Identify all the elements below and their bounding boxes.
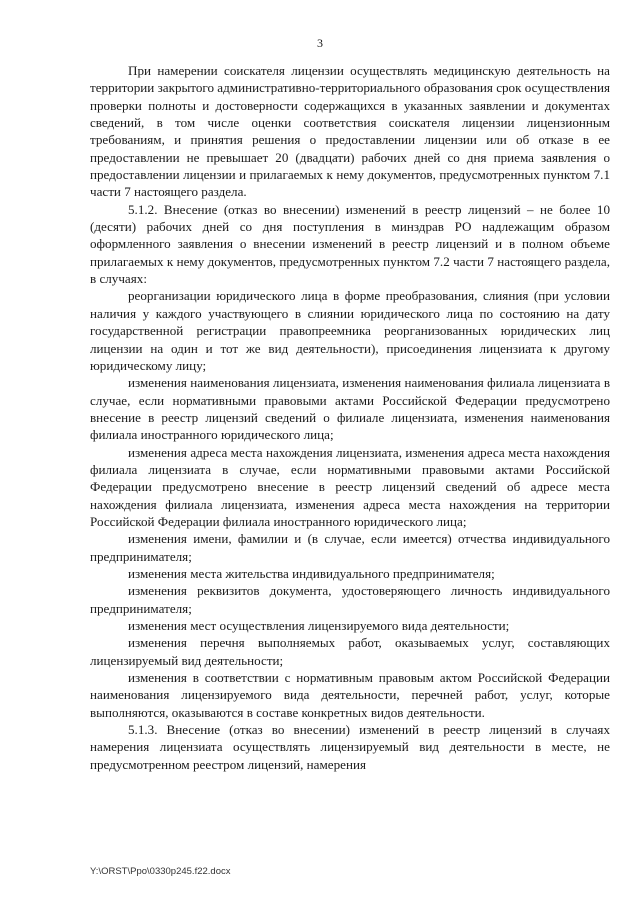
page-number: 3	[317, 36, 323, 50]
paragraph: изменения перечня выполняемых работ, оказываемых услуг, составляющих лицензируемый вид деятельности;	[90, 635, 610, 668]
paragraph: изменения реквизитов документа, удостоверяющего личность индивидуального предпринимателя;	[90, 583, 610, 616]
paragraph: При намерении соискателя лицензии осуществлять медицинскую деятельность на территории закрытого административно-территориального образования срок осуществления проверки полноты и достоверности содержащихся в указанных заявлении и документах сведений, в том числе оценки соответствия соискателя лицензии лицензионным требованиям, и принятия решения о предоставлении лицензии или об отказе в ее предоставлении не превышает 20 (двадцати) рабочих дней со дня приема заявления о предоставлении лицензии и прилагаемых к нему документов, предусмотренных пунктом 7.1 части 7 настоящего раздела.	[90, 63, 610, 200]
paragraph: изменения адреса места нахождения лицензиата, изменения адреса места нахождения филиала лицензиата в случае, если нормативными правовыми актами Российской Федерации предусмотрено внесение в реестр лицензий сведений об адресе места нахождения филиала лицензиата, изменения адреса места нахождения на территории Российской Федерации филиала иностранного юридического лица;	[90, 444, 610, 529]
paragraph: изменения места жительства индивидуального предпринимателя;	[128, 565, 495, 581]
paragraph: 5.1.3. Внесение (отказ во внесении) изменений в реестр лицензий в случаях намерения лицензиата осуществлять лицензируемый вид деятельности в месте, не предусмотренном реестром лицензий, намерения	[90, 722, 610, 772]
paragraph: 5.1.2. Внесение (отказ во внесении) изменений в реестр лицензий – не более 10 (десяти) рабочих дней со дня поступления в минздрав РО надлежащим образом оформленного заявления о внесении изменений в реестр лицензий и в полном объеме прилагаемых к нему документов, предусмотренных пунктом 7.2 части 7 настоящего раздела, в случаях:	[90, 201, 610, 287]
paragraph: изменения мест осуществления лицензируемого вида деятельности;	[128, 618, 510, 633]
paragraph: изменения в соответствии с нормативным правовым актом Российской Федерации наименования лицензируемого вида деятельности, перечней работ, услуг, которые выполняются, оказываются в составе конкретных видов деятельности.	[90, 670, 610, 720]
paragraph: реорганизации юридического лица в форме преобразования, слияния (при условии наличия у каждого участвующего в слиянии юридического лица по состоянию на дату государственной регистрации правопреемника реорганизованных юридических лиц лицензии на один и тот же вид деятельности), присоединения лицензиата к другому юридическому лицу;	[90, 288, 610, 373]
paragraph: изменения наименования лицензиата, изменения наименования филиала лицензиата в случае, если нормативными правовыми актами Российской Федерации предусмотрено внесение в реестр лицензий сведений о филиале лицензиата, изменения наименования филиала иностранного юридического лица;	[90, 375, 610, 443]
document-body	[90, 62, 610, 773]
file-path-footer: Y:\ORST\Ppo\0330p245.f22.docx	[90, 866, 231, 877]
paragraph: изменения имени, фамилии и (в случае, если имеется) отчества индивидуального предпринимателя;	[90, 531, 610, 564]
